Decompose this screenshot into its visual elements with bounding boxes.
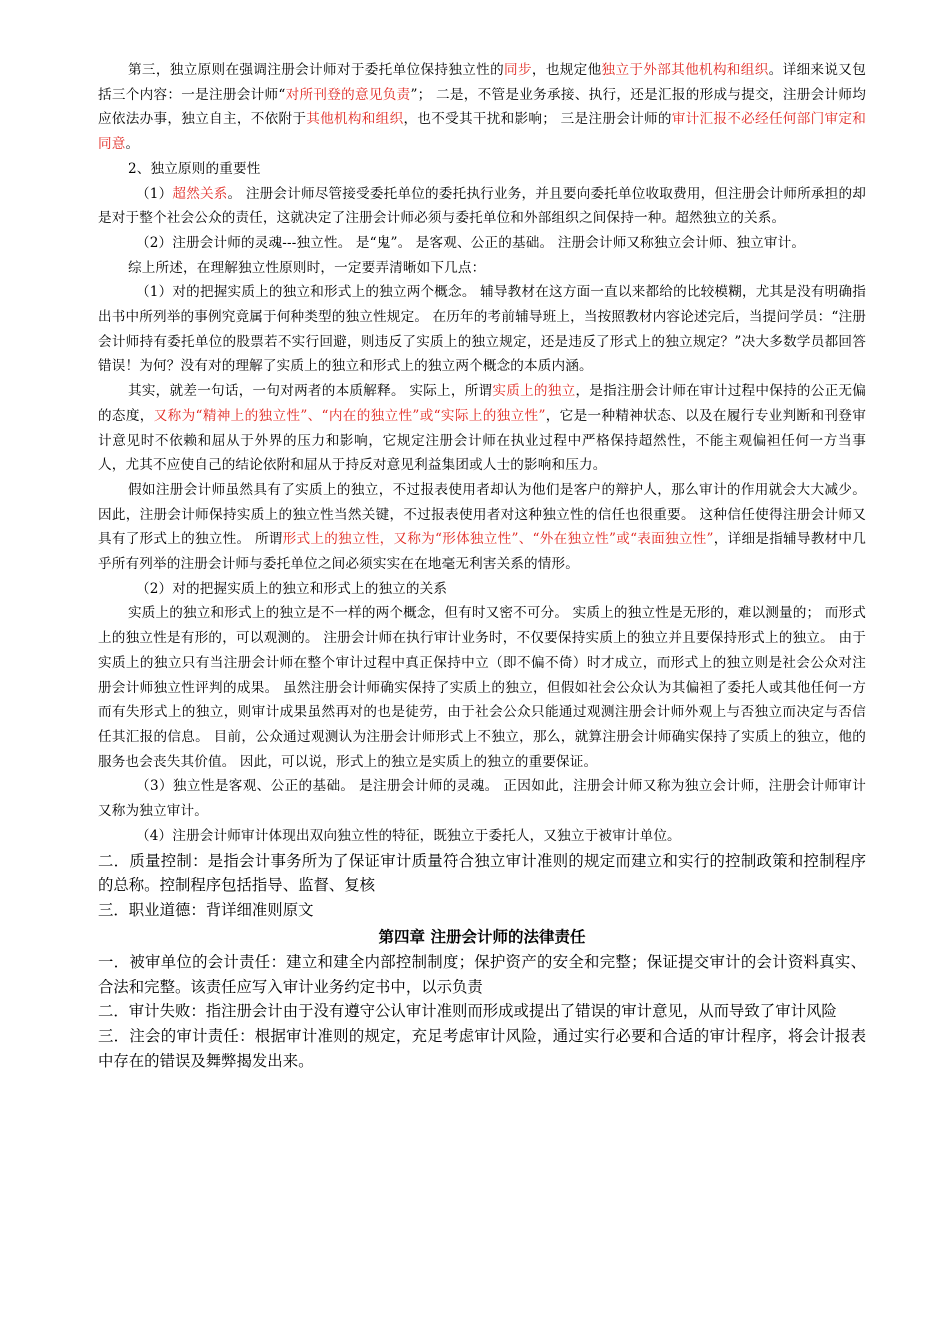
highlight-text: 超然关系 [172,185,228,202]
paragraph-relationship: 实质上的独立和形式上的独立是不一样的两个概念，但有时又密不可分。 实质上的独立性是无形的，难以测量的； 而形式上的独立性是有形的，可以观测的。 注册会计师在执行审计业务时，不仅要保持实质上的独立并且要保持形式上的独立。 由于实质上的独立只有当注册会计师在整个审计过程中真正保持中立（即不偏不倚）时才成立，而形式上的独立则是社会公众对注册会计师独立性评判的成果。 虽然注册会计师确实保持了实质上的独立，但假如社会公众认为其偏袒了委托人或其他任何一方而有失形式上的独立，则审计成果虽然再对的也是徒劳，由于社会公众只能通过观测注册会计师外观上与否独立而决定与否信任其汇报的信息。 目前，公众通过观测认为注册会计师形式上不独立，那么，就算注册会计师确实保持了实质上的独立，他的服务也会丧失其价值。 因此，可以说，形式上的独立是实质上的独立的重要保证。 [98,605,866,770]
text: ，它是一种精神状态、以及在履行专业判断和刊登审计意见时不依赖和屈从于外界的压力和影响，它规定注册会计师在执业过程中严格保持超然性，不能主观偏袒任何一方当事人，尤其不应使自己的结论依附和屈从于持反对意见利益集团或人士的影响和压力。 [98,407,866,474]
highlight-text: 对所刊登的意见负责 [285,86,411,103]
text: 第三，独立原则在强调注册会计师对于委托单位保持独立性的 [128,62,505,78]
text: 。详细来说又包括三个内容：一是注册会计师“ [98,62,866,103]
highlight-text: 同步 [504,62,532,78]
section-professional-ethics: 三．职业道德：背详细准则原文 [98,900,314,919]
paragraph-objective-basis: （3）独立性是客观、公正的基础。 是注册会计师的灵魂。 正因如此，注册会计师又称为独立会计师，注册会计师审计又称为独立审计。 [98,778,866,820]
paragraph-substance-independence [98,379,866,478]
chapter-title: 第四章 注册会计师的法律责任 [378,928,586,947]
text: （1） [136,185,173,202]
highlight-text: 独立于外部其他机构和组织 [601,62,769,78]
text: 。 [125,136,140,153]
paragraph-form-independence [98,478,866,577]
text: ，详细是指辅导教材中几乎所有列举的注册会计师与委托单位之间必须实实在在地毫无利害关系的情形。 [98,531,867,573]
text: 假如注册会计师虽然具有了实质上的独立，不过报表使用者却认为他们是客户的辩护人，那么审计的作用就会大大减少。 因此，注册会计师保持实质上的独立性当然关键，不过报表使用者对这种独立性的信任也很重要。 这种信任使得注册会计师又具有了形式上的独立性。 所谓 [98,481,866,548]
paragraph-detached-relation [98,182,866,231]
section-audit-failure: 二．审计失败：指注册会计由于没有遵守公认审计准则而形成或提出了错误的审计意见，从而导致了审计风险 [98,1002,837,1021]
text: 。 注册会计师尽管接受委托单位的委托执行业务，并且要向委托单位收取费用，但注册会计师所承担的却是对于整个社会公众的责任，这就决定了注册会计师必须与委托单位和外部组织之间保持一种。超然独立的关系。 [98,185,866,227]
highlight-text: 实质上的独立 [492,383,576,400]
paragraph-independence-third [98,58,866,157]
text: 其实，就差一句话，一句对两者的本质解释。 实际上，所谓 [128,383,493,400]
text: ，也规定他 [531,62,602,78]
text: ，是指注册会计师在审计过程中保持的公正无偏的态度， [98,383,866,424]
paragraph-two-way-independence: （4）注册会计师审计体现出双向独立性的特征，既独立于委托人，又独立于被审计单位。 [136,827,681,844]
highlight-text: 又称为“精神上的独立性”、“内在的独立性”或“实际上的独立性” [153,407,546,424]
subheading-importance: 2、独立原则的重要性 [128,160,261,177]
highlight-text: 审计汇报不必经任何部门审定和同意 [98,111,866,153]
text: ”； 二是，不管是业务承接、执行，还是汇报的形成与提交，注册会计师均应依法办事，独立自主，不依附于 [98,86,866,128]
text: ，也不受其干扰和影响； 三是注册会计师的 [403,111,672,128]
paragraph-two-concepts: （1）对的把握实质上的独立和形式上的独立两个概念。 辅导教材在这方面一直以来都给的比较模糊，尤其是没有明确指出书中所列举的事例究竟属于何种类型的独立性规定。 在历年的考前辅导班上，当按照教材内容论述完后，当提问学员：“注册会计师持有委托单位的股票若不实行回避，则违反了实质上的独立规定，还是违反了形式上的独立规定？”决大多数学员都回答错误！为何？没有对的理解了实质上的独立和形式上的独立两个概念的本质内涵。 [98,284,866,375]
section-quality-control: 二．质量控制：是指会计事务所为了保证审计质量符合独立审计准则的规定而建立和实行的控制政策和控制程序的总称。控制程序包括指导、监督、复核 [98,851,866,895]
highlight-text: 其他机构和组织 [306,111,404,128]
section-audit-responsibility: 三．注会的审计责任：根据审计准则的规定，充足考虑审计风险，通过实行必要和合适的审计程序，将会计报表中存在的错误及舞弊揭发出来。 [98,1027,866,1070]
paragraph-soul: （2）注册会计师的灵魂---独立性。 是“鬼”。 是客观、公正的基础。 注册会计师又称独立会计师、独立审计。 [136,234,806,251]
paragraph-summary: 综上所述，在理解独立性原则时，一定要弄清晰如下几点： [128,259,486,276]
section-accounting-responsibility: 一．被审单位的会计责任：建立和建全内部控制制度；保护资产的安全和完整；保证提交审计的会计资料真实、合法和完整。该责任应写入审计业务约定书中，以示负责 [98,953,866,996]
subheading-relationship: （2）对的把握实质上的独立和形式上的独立的关系 [136,580,448,597]
highlight-text: 形式上的独立性，又称为“形体独立性”、“外在独立性”或“表面独立性” [282,531,714,548]
